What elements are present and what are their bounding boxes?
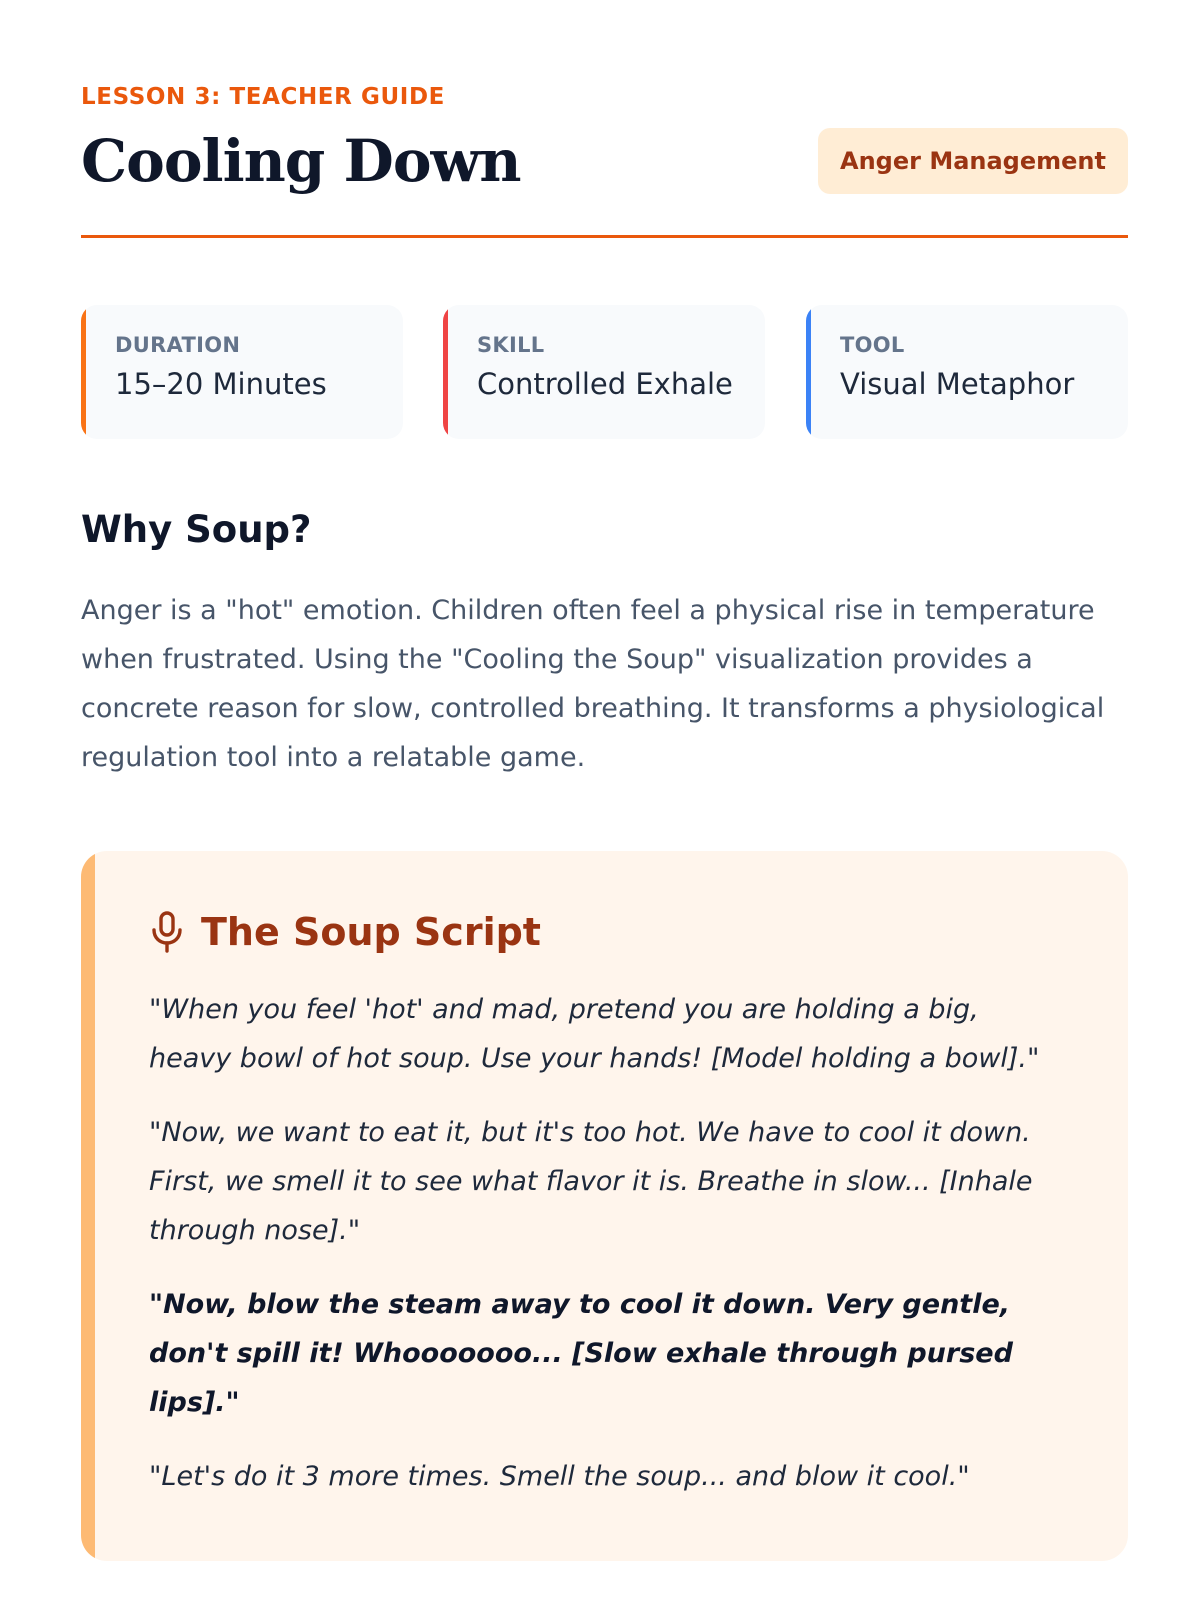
script-paragraph: "Now, we want to eat it, but it's too hot. We have to cool it down. First, we smell it to see what flavor it is. Breathe in slow... [Inhale through nose]." [149, 1117, 1033, 1246]
script-paragraph: "Let's do it 3 more times. Smell the soup... and blow it cool." [149, 1461, 970, 1492]
microphone-icon [149, 910, 185, 954]
info-card-label: SKILL [477, 333, 545, 357]
info-card-duration [81, 305, 403, 439]
script-paragraph: "When you feel 'hot' and mad, pretend you are holding a big, heavy bowl of hot soup. Use your hands! [Model holding a bowl]." [149, 994, 1040, 1074]
why-soup-heading: Why Soup? [81, 508, 312, 551]
info-card-label: TOOL [840, 333, 905, 357]
info-card-value: 15–20 Minutes [115, 367, 327, 401]
script-paragraph-emphasis: "Now, blow the steam away to cool it down. Very gentle, don't spill it! Whooooooo... [Slow exhale through pursed lips]." [149, 1289, 1013, 1418]
info-card-tool [806, 305, 1128, 439]
script-header [149, 907, 1088, 957]
why-soup-body: Anger is a "hot" emotion. Children often feel a physical rise in temperature when frustrated. Using the "Cooling the Soup" visualization provides a concrete reason for slow, controlled breathing. It transforms a physiological regulation tool into a relatable game. [81, 595, 1105, 773]
info-card-value: Visual Metaphor [840, 367, 1075, 401]
info-card-skill [443, 305, 765, 439]
script-title: The Soup Script [201, 910, 541, 954]
info-card-value: Controlled Exhale [477, 367, 733, 401]
topic-tag: Anger Management [818, 128, 1128, 194]
page-title: Cooling Down [81, 127, 521, 195]
lesson-eyebrow: LESSON 3: TEACHER GUIDE [81, 84, 445, 110]
info-card-label: DURATION [115, 333, 241, 357]
header-divider [81, 235, 1128, 238]
soup-script-box [81, 851, 1128, 1561]
